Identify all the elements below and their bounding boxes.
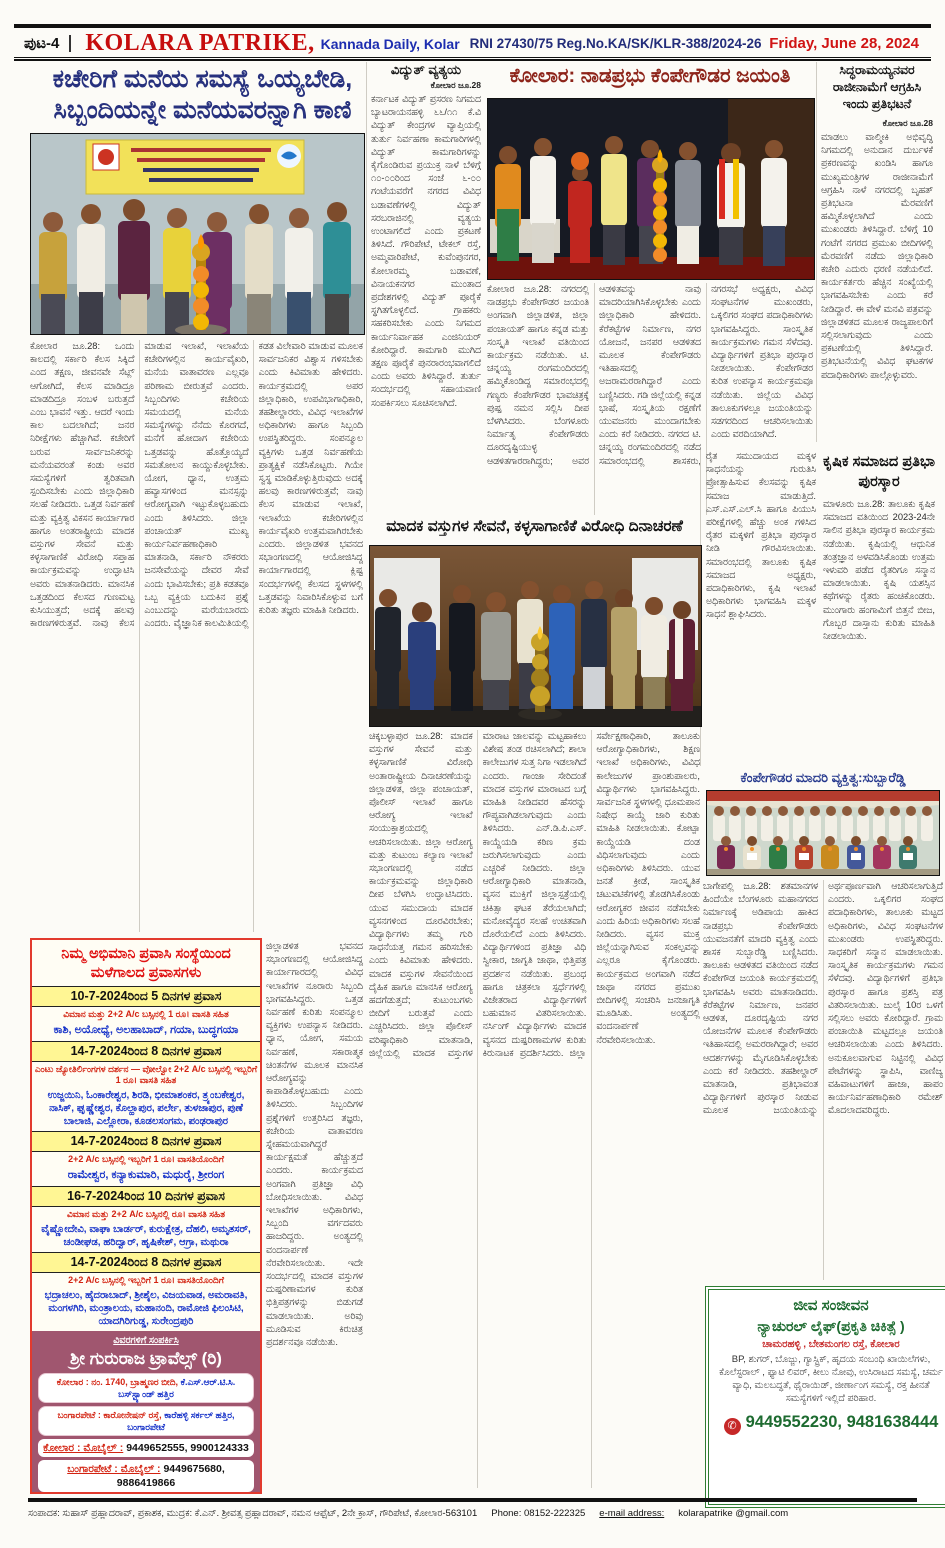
power-dateline: ಕೋಲಾರ ಜೂ.28	[430, 80, 481, 90]
masthead	[14, 30, 931, 58]
madaka-photo	[369, 545, 702, 727]
address-bangarpet-line1: ಬಂಗಾರಪೇಟೆ : ಕಾರೋನೇಷನ್ ರಸ್ತೆ,	[57, 1410, 162, 1420]
health-ad-title-line1: ಜೀವ ಸಂಜೀವನ	[793, 1297, 869, 1314]
health-ad-phone-numbers[interactable]: 9449552230, 9481638444	[745, 1413, 939, 1431]
phone-bangarpet-numbers[interactable]: 9449675680, 9886419866	[116, 1463, 225, 1489]
agency-phone-kolar[interactable]	[38, 1439, 254, 1457]
masthead-rule	[14, 59, 931, 61]
kempegowda-headline: ಕೋಲಾರ: ನಾಡಪ್ರಭು ಕೆಂಪೇಗೌಡರ ಜಯಂತಿ	[509, 65, 791, 87]
issue-date: Friday, June 28, 2024	[769, 35, 919, 52]
phone-bangarpet-label: ಬಂಗಾರಪೇಟೆ : ಮೊಬೈಲ್ :	[67, 1463, 161, 1475]
subbareddy-headline: ಕೆಂಪೇಗೌಡರ ಮಾದರಿ ವ್ಯಕ್ತಿತ್ವ:ಸುಬ್ಬಾರೆಡ್ಡಿ	[740, 770, 906, 785]
kempegowda-photo	[487, 98, 815, 280]
tour-4-places: ವೈಷ್ಣೋದೇವಿ, ವಾಘಾ ಬಾರ್ಡರ್, ಕುರುಕ್ಷೇತ್ರ, ದೆಹಲಿ, ಅಮೃತಸರ್, ಚಂಡೀಘಡ, ಹರಿದ್ವಾರ್, ಹೃಷಿಕೇಶ್, ಆಗ್ರಾ, ಮಥುರಾ	[41, 1224, 251, 1248]
tour-4-date: 16-7-2024ರಿಂದ 10 ದಿನಗಳ ಪ್ರವಾಸ	[32, 1186, 260, 1207]
imprint-text: ಸಂಪಾದಕ: ಸುಹಾಸ್ ಪ್ರಹ್ಲಾದರಾವ್, ಪ್ರಕಾಶಕ, ಮುದ್ರಕ: ಕೆ.ಎನ್. ಶ್ರೀವತ್ಸ ಪ್ರಹ್ಲಾದರಾವ್, ನಮನ ಆಫ್ಸೆಟ್, 2ನೇ ಕ್ರಾಸ್, ಗೌರಿಪೇಟೆ, ಕೋಲಾರ-563101	[28, 1508, 478, 1519]
power-heading: ವಿದ್ಯುತ್ ವ್ಯತ್ಯಯ	[390, 62, 462, 77]
footer-phone: Phone: 08152-222325	[491, 1508, 586, 1519]
tour-3-places: ರಾಮೇಶ್ವರ, ಕನ್ಯಾಕುಮಾರಿ, ಮಧುರೈ, ಶ್ರೀರಂಗ	[67, 1169, 225, 1181]
tour-2-places: ಉಜ್ಜಯಿನಿ, ಓಂಕಾರೇಶ್ವರ, ಶಿರಡಿ, ಭೀಮಾಶಂಕರ, ತ್ರ್ಯಂಬಕೇಶ್ವರ, ನಾಸಿಕ್, ಘೃಷ್ಣೇಶ್ವರ, ಕೊಲ್ಹಾಪುರ, ಪರ್ಲೇ, ತುಳಜಾಪುರ, ಪುಣೆ ಬಾಲಾಜಿ, ಎಲ್ಲೋರಾ, ಕೂಡಲಸಂಗಮ, ಪಂಢರಾಪುರ	[47, 1090, 245, 1127]
lamp-lighting-scene-1	[31, 134, 364, 334]
subbareddy-group-photo	[706, 790, 940, 876]
address-bangarpet-line2: ಕಾರೆಹಳ್ಳಿ ಸರ್ಕಲ್ ಹತ್ತಿರ, ಬಂಗಾರಪೇಟೆ	[127, 1410, 235, 1432]
health-ad[interactable]	[705, 1286, 945, 1508]
travel-ad[interactable]	[30, 938, 262, 1494]
tour-4-note: ವಿಮಾನ ಮತ್ತು 2+2 A/c ಬಸ್ಸಿನಲ್ಲಿ ರೂ। ವಾಸತಿ ಸಹಿತ	[67, 1209, 225, 1219]
tour-1-places: ಕಾಶಿ, ಅಯೋಧ್ಯೆ, ಅಲಹಾಬಾದ್, ಗಯಾ, ಬುದ್ಧಗಯಾ	[53, 1024, 239, 1036]
phone-kolar-numbers[interactable]: 9449652555, 9900124333	[126, 1442, 249, 1454]
agency-phone-bangarpet[interactable]	[38, 1460, 254, 1492]
kempegowda-article-body: ಕೋಲಾರ ಜೂ.28: ನಗರದಲ್ಲಿ ನಾಡಪ್ರಭು ಕೆಂಪೇಗೌಡರ ಜಯಂತಿ ಅಂಗವಾಗಿ ಜಿಲ್ಲಾಡಳಿತ, ಜಿಲ್ಲಾ ಪಂಚಾಯತ್ ಹಾಗೂ ಕನ್ನಡ ಮತ್ತು ಸಂಸ್ಕೃತಿ ಇಲಾಖೆ ವತಿಯಿಂದ ಕಾರ್ಯಕ್ರಮ ನಡೆಯಿತು. ಟಿ. ಚನ್ನಯ್ಯ ರಂಗಮಂದಿರದಲ್ಲಿ ಹಮ್ಮಿಕೊಂಡಿದ್ದ ಸಮಾರಂಭದಲ್ಲಿ ಗಣ್ಯರು ಕೆಂಪೇಗೌಡರ ಭಾವಚಿತ್ರಕ್ಕೆ ಪುಷ್ಪ ನಮನ ಸಲ್ಲಿಸಿ ದೀಪ ಬೆಳಗಿಸಿದರು. ಬೆಂಗಳೂರು ನಿರ್ಮಾತೃ ಕೆಂಪೇಗೌಡರು ದೂರದೃಷ್ಟಿಯುಳ್ಳ ಆಡಳಿತಗಾರರಾಗಿದ್ದರು; ಅವರ ಆಡಳಿತವನ್ನು ನಾವು ಮಾದರಿಯಾಗಿಸಿಕೊಳ್ಳಬೇಕು ಎಂದು ಜಿಲ್ಲಾಧಿಕಾರಿ ಹೇಳಿದರು. ಕೆರೆಕಟ್ಟೆಗಳ ನಿರ್ಮಾಣ, ನಗರ ಯೋಜನೆ, ಜನಪರ ಆಡಳಿತದ ಮೂಲಕ ಕೆಂಪೇಗೌಡರು ಇತಿಹಾಸದಲ್ಲಿ ಅಜರಾಮರರಾಗಿದ್ದಾರೆ ಎಂದು ಬಣ್ಣಿಸಿದರು. ಗಡಿ ಜಿಲ್ಲೆಯಲ್ಲಿ ಕನ್ನಡ ಭಾಷೆ, ಸಂಸ್ಕೃತಿಯ ರಕ್ಷಣೆಗೆ ಯುವಜನರು ಮುಂದಾಗಬೇಕು ಎಂದು ಕರೆ ನೀಡಿದರು. ನಗರದ ಟಿ. ಚನ್ನಯ್ಯ ರಂಗಮಂದಿರದಲ್ಲಿ ನಡೆದ ಸಮಾರಂಭದಲ್ಲಿ ಶಾಸಕರು, ನಗರಸಭೆ ಅಧ್ಯಕ್ಷರು, ವಿವಿಧ ಸಂಘಟನೆಗಳ ಮುಖಂಡರು, ಒಕ್ಕಲಿಗರ ಸಂಘದ ಪದಾಧಿಕಾರಿಗಳು ಭಾಗವಹಿಸಿದ್ದರು. ಸಾಂಸ್ಕೃತಿಕ ಕಾರ್ಯಕ್ರಮಗಳು ಗಮನ ಸೆಳೆದವು. ವಿದ್ಯಾರ್ಥಿಗಳಿಗೆ ಪ್ರತಿಭಾ ಪುರಸ್ಕಾರ ನೀಡಲಾಯಿತು. ಕೆಂಪೇಗೌಡರ ಕುರಿತ ಉಪನ್ಯಾಸ ಕಾರ್ಯಕ್ರಮವೂ ನಡೆಯಿತು. ಜಿಲ್ಲೆಯ ವಿವಿಧ ತಾಲೂಕುಗಳಲ್ಲೂ ಜಯಂತಿಯನ್ನು ಸಡಗರದಿಂದ ಆಚರಿಸಲಾಯಿತು ಎಂದು ವರದಿಯಾಗಿದೆ.	[487, 284, 813, 466]
power-article-body: ಕರ್ನಾಟಕ ವಿದ್ಯುತ್ ಪ್ರಸರಣ ನಿಗಮದ ಬ್ಯಾಟರಾಯನಹಳ್ಳಿ ೬೬/೧೧ ಕೆ.ವಿ ವಿದ್ಯುತ್ ಕೇಂದ್ರಗಳ ವ್ಯಾಪ್ತಿಯಲ್ಲಿ ತುರ್ತು ನಿರ್ವಹಣಾ ಕಾಮಗಾರಿಗಳಲ್ಲಿ ವಿದ್ಯುತ್ ಕಾಮಗಾರಿಗಳನ್ನು ಕೈಗೊಂಡಿರುವ ಪ್ರಯುಕ್ತ ನಾಳೆ ಬೆಳಿಗ್ಗೆ ೧೦-೦೦ರಿಂದ ಸಂಜೆ ೬-೦೦ ಗಂಟೆಯವರೆಗೆ ನಗರದ ವಿವಿಧ ಬಡಾವಣೆಗಳಲ್ಲಿ ವಿದ್ಯುತ್ ಸರಬರಾಜಿನಲ್ಲಿ ವ್ಯತ್ಯಯ ಉಂಟಾಗಲಿದೆ ಎಂದು ಪ್ರಕಟಣೆ ತಿಳಿಸಿದೆ. ಗೌರಿಪೇಟೆ, ಟೇಕಲ್ ರಸ್ತೆ, ಅಮ್ಮವಾರಿಪೇಟೆ, ಕುವೆಂಪುನಗರ, ಕೋಲಾರಮ್ಮ ಬಡಾವಣೆ, ವಿನಾಯಕನಗರ ಮುಂತಾದ ಪ್ರದೇಶಗಳಲ್ಲಿ ವಿದ್ಯುತ್ ಪೂರೈಕೆ ಸ್ಥಗಿತಗೊಳ್ಳಲಿದೆ. ಗ್ರಾಹಕರು ಸಹಕರಿಸಬೇಕು ಎಂದು ನಿಗಮದ ಕಾರ್ಯನಿರ್ವಾಹಕ ಎಂಜಿನಿಯರ್ ಕೋರಿದ್ದಾರೆ. ಕಾಮಗಾರಿ ಮುಗಿದ ತಕ್ಷಣ ಪೂರೈಕೆ ಪುನರಾರಂಭವಾಗಲಿದೆ ಎಂದು ಅವರು ತಿಳಿಸಿದ್ದಾರೆ. ತುರ್ತು ಸಂದರ್ಭದಲ್ಲಿ ಸಹಾಯವಾಣಿ ಸಂಪರ್ಕಿಸಲು ಸೂಚಿಸಲಾಗಿದೆ.	[371, 94, 481, 408]
tour-3-note: 2+2 A/c ಬಸ್ಸಿನಲ್ಲಿ ಇಬ್ಬರಿಗೆ 1 ರೂ। ವಾಸತಿಯೊಂದಿಗೆ	[68, 1154, 224, 1164]
column-rule	[816, 62, 817, 442]
subbareddy-article-body: ಬಾಗೇಪಲ್ಲಿ ಜೂ.28: ಶತಮಾನಗಳ ಹಿಂದೆಯೇ ಬೆಂಗಳೂರು ಮಹಾನಗರದ ನಿರ್ಮಾಣಕ್ಕೆ ಅಡಿಪಾಯ ಹಾಕಿದ ನಾಡಪ್ರಭು ಕೆಂಪೇಗೌಡರು ಯುವಜನತೆಗೆ ಮಾದರಿ ವ್ಯಕ್ತಿತ್ವ ಎಂದು ಶಾಸಕ ಸುಬ್ಬಾರೆಡ್ಡಿ ಬಣ್ಣಿಸಿದರು. ತಾಲೂಕು ಆಡಳಿತದ ವತಿಯಿಂದ ನಡೆದ ಕೆಂಪೇಗೌಡ ಜಯಂತಿ ಕಾರ್ಯಕ್ರಮದಲ್ಲಿ ಭಾಗವಹಿಸಿ ಅವರು ಮಾತನಾಡಿದರು. ಕೆರೆಕಟ್ಟೆಗಳ ನಿರ್ಮಾಣ, ಜನಪರ ಆಡಳಿತ, ದೂರದೃಷ್ಟಿಯ ನಗರ ಯೋಜನೆಗಳ ಮೂಲಕ ಕೆಂಪೇಗೌಡರು ಇತಿಹಾಸದಲ್ಲಿ ಅಮರರಾಗಿದ್ದಾರೆ; ಅವರ ಆದರ್ಶಗಳನ್ನು ಮೈಗೂಡಿಸಿಕೊಳ್ಳಬೇಕು ಎಂದು ಕರೆ ನೀಡಿದರು. ತಹಶೀಲ್ದಾರ್ ಮಾತನಾಡಿ, ಪ್ರತಿಭಾವಂತ ವಿದ್ಯಾರ್ಥಿಗಳಿಗೆ ಪುರಸ್ಕಾರ ನೀಡುವ ಮೂಲಕ ಜಯಂತಿಯನ್ನು ಅರ್ಥಪೂರ್ಣವಾಗಿ ಆಚರಿಸಲಾಗುತ್ತಿದೆ ಎಂದರು. ಒಕ್ಕಲಿಗರ ಸಂಘದ ಪದಾಧಿಕಾರಿಗಳು, ತಾಲೂಕು ಮಟ್ಟದ ಅಧಿಕಾರಿಗಳು, ವಿವಿಧ ಸಂಘಟನೆಗಳ ಮುಖಂಡರು ಉಪಸ್ಥಿತರಿದ್ದರು. ಸಾಧಕರಿಗೆ ಸನ್ಮಾನ ಮಾಡಲಾಯಿತು. ಸಾಂಸ್ಕೃತಿಕ ಕಾರ್ಯಕ್ರಮಗಳು ಗಮನ ಸೆಳೆದವು. ವಿದ್ಯಾರ್ಥಿಗಳಿಗೆ ಪ್ರತಿಭಾ ಪುರಸ್ಕಾರ ಹಾಗೂ ಪ್ರಶಸ್ತಿ ಪತ್ರ ವಿತರಿಸಲಾಯಿತು. ಜುಲೈ 10ರ ಒಳಗೆ ಸಲ್ಲಿಸಲು ಅವರು ಕೋರಿದ್ದಾರೆ. ಗ್ರಾಮ ಪಂಚಾಯಿತಿ ಮಟ್ಟದಲ್ಲೂ ಜಯಂತಿ ಆಚರಿಸಲಾಯಿತು ಎಂದು ತಿಳಿಸಿದರು. ಅನುಕೂಲವಾಗುವ ನಿಟ್ಟಿನಲ್ಲಿ ವಿವಿಧ ಪೇಟೆಗಳನ್ನು ಸ್ಥಾಪಿಸಿ, ವಾಣಿಜ್ಯ ವಹಿವಾಟುಗಳಿಗೆ ಹಾಜಾ, ಹಾಪಂ ಕಾರ್ಯನಿರ್ವಹಣಾಧಿಕಾರಿ ರಮೇಶ್ ಮೊದಲಾದವರಿದ್ದರು.	[703, 881, 943, 1116]
agency-address-kolar	[38, 1373, 254, 1403]
lead-article-continuation: ಜಿಲ್ಲಾಡಳಿತ ಭವನದ ಸಭಾಂಗಣದಲ್ಲಿ ಆಯೋಜಿಸಿದ್ದ ಕಾರ್ಯಾಗಾರದಲ್ಲಿ ವಿವಿಧ ಇಲಾಖೆಗಳ ನೂರಾರು ಸಿಬ್ಬಂದಿ ಭಾಗವಹಿಸಿದ್ದರು. ಒತ್ತಡ ನಿರ್ವಹಣೆ ಕುರಿತು ಸಂಪನ್ಮೂಲ ವ್ಯಕ್ತಿಗಳು ಉಪನ್ಯಾಸ ನೀಡಿದರು. ಧ್ಯಾನ, ಯೋಗ, ಸಮಯ ನಿರ್ವಹಣೆ, ಸಕಾರಾತ್ಮಕ ಚಿಂತನೆಗಳ ಮೂಲಕ ಮಾನಸಿಕ ಆರೋಗ್ಯವನ್ನು ಕಾಪಾಡಿಕೊಳ್ಳಬಹುದು ಎಂದು ತಿಳಿಸಿದರು. ಸಿಬ್ಬಂದಿಗಳ ಪ್ರಶ್ನೆಗಳಿಗೆ ಉತ್ತರಿಸಿದ ತಜ್ಞರು, ಕಚೇರಿಯ ವಾತಾವರಣ ಸ್ನೇಹಮಯವಾಗಿದ್ದರೆ ಕಾರ್ಯಕ್ಷಮತೆ ಹೆಚ್ಚುತ್ತದೆ ಎಂದರು. ಕಾರ್ಯಕ್ರಮದ ಅಂಗವಾಗಿ ಪ್ರತಿಜ್ಞಾ ವಿಧಿ ಬೋಧಿಸಲಾಯಿತು. ವಿವಿಧ ಇಲಾಖೆಗಳ ಅಧಿಕಾರಿಗಳು, ಸಿಬ್ಬಂದಿ ವರ್ಗದವರು ಹಾಜರಿದ್ದರು. ಅಂತ್ಯದಲ್ಲಿ ವಂದನಾರ್ಪಣೆ ನೆರವೇರಿಸಲಾಯಿತು. ಇದೇ ಸಂದರ್ಭದಲ್ಲಿ ಮಾದಕ ವಸ್ತುಗಳ ದುಷ್ಪರಿಣಾಮಗಳ ಕುರಿತ ಭಿತ್ತಿಪತ್ರಗಳನ್ನು ಬಿಡುಗಡೆ ಮಾಡಲಾಯಿತು. ಅರಿವು ಮೂಡಿಸುವ ಕಿರುಚಿತ್ರ ಪ್ರದರ್ಶನವೂ ನಡೆಯಿತು.	[266, 941, 363, 1348]
madaka-headline: ಮಾದಕ ವಸ್ತುಗಳ ಸೇವನೆ, ಕಳ್ಳಸಾಗಾಣಿಕೆ ವಿರೋಧಿ ದಿನಾಚರಣೆ	[386, 518, 683, 535]
tour-1-date: 10-7-2024ರಿಂದ 5 ದಿನಗಳ ಪ್ರವಾಸ	[32, 986, 260, 1007]
lead-photo	[30, 133, 365, 335]
protest-heading: ಸಿದ್ಧರಾಮಯ್ಯನವರ ರಾಜೀನಾಮೆಗೆ ಆಗ್ರಹಿಸಿ ಇಂದು ಪ್ರತಿಭಟನೆ	[832, 63, 922, 111]
travel-agency-name: ಶ್ರೀ ಗುರುರಾಜ ಟ್ರಾವೆಲ್ಸ್ (ರಿ)	[70, 1349, 222, 1368]
newspaper-title: KOLARA PATRIKE,	[85, 30, 315, 56]
madaka-article-body: ಚಿಕ್ಕಬಳ್ಳಾಪುರ ಜೂ.28: ಮಾದಕ ವಸ್ತುಗಳ ಸೇವನೆ ಮತ್ತು ಕಳ್ಳಸಾಗಾಣಿಕೆ ವಿರೋಧಿ ಅಂತಾರಾಷ್ಟ್ರೀಯ ದಿನಾಚರಣೆಯನ್ನು ಜಿಲ್ಲಾಡಳಿತ, ಜಿಲ್ಲಾ ಪಂಚಾಯತ್, ಪೊಲೀಸ್ ಇಲಾಖೆ ಹಾಗೂ ಆರೋಗ್ಯ ಇಲಾಖೆ ಸಂಯುಕ್ತಾಶ್ರಯದಲ್ಲಿ ಆಚರಿಸಲಾಯಿತು. ಜಿಲ್ಲಾ ಆರೋಗ್ಯ ಮತ್ತು ಕುಟುಂಬ ಕಲ್ಯಾಣ ಇಲಾಖೆ ಸಭಾಂಗಣದಲ್ಲಿ ನಡೆದ ಕಾರ್ಯಕ್ರಮವನ್ನು ಜಿಲ್ಲಾಧಿಕಾರಿ ದೀಪ ಬೆಳಗಿಸಿ ಉದ್ಘಾಟಿಸಿದರು. ಯುವ ಸಮುದಾಯ ಮಾದಕ ವ್ಯಸನಗಳಿಂದ ದೂರವಿರಬೇಕು; ವಿದ್ಯಾರ್ಥಿಗಳು ತಮ್ಮ ಗುರಿ ಸಾಧನೆಯತ್ತ ಗಮನ ಹರಿಸಬೇಕು ಎಂದು ಕಿವಿಮಾತು ಹೇಳಿದರು. ಮಾದಕ ವಸ್ತುಗಳ ಸೇವನೆಯಿಂದ ದೈಹಿಕ ಹಾಗೂ ಮಾನಸಿಕ ಆರೋಗ್ಯ ಹದಗೆಡುತ್ತದೆ; ಕುಟುಂಬಗಳು ಬೀದಿಗೆ ಬರುತ್ತವೆ ಎಂದು ಎಚ್ಚರಿಸಿದರು. ಜಿಲ್ಲಾ ಪೊಲೀಸ್ ವರಿಷ್ಠಾಧಿಕಾರಿ ಮಾತನಾಡಿ, ಜಿಲ್ಲೆಯಲ್ಲಿ ಮಾದಕ ವಸ್ತುಗಳ ಮಾರಾಟ ಜಾಲವನ್ನು ಮಟ್ಟಹಾಕಲು ವಿಶೇಷ ತಂಡ ರಚಿಸಲಾಗಿದೆ; ಶಾಲಾ ಕಾಲೇಜುಗಳ ಸುತ್ತ ನಿಗಾ ಇಡಲಾಗಿದೆ ಎಂದರು. ಗಾಂಜಾ ಸೇರಿದಂತೆ ಮಾದಕ ವಸ್ತುಗಳ ಮಾರಾಟದ ಬಗ್ಗೆ ಮಾಹಿತಿ ನೀಡಿದವರ ಹೆಸರನ್ನು ಗೌಪ್ಯವಾಗಿಡಲಾಗುವುದು ಎಂದು ತಿಳಿಸಿದರು. ಎನ್.ಡಿ.ಪಿ.ಎಸ್. ಕಾಯ್ದೆಯಡಿ ಕಠಿಣ ಕ್ರಮ ಜರುಗಿಸಲಾಗುವುದು ಎಂದು ಎಚ್ಚರಿಕೆ ನೀಡಿದರು. ಜಿಲ್ಲಾ ಆರೋಗ್ಯಾಧಿಕಾರಿ ಮಾತನಾಡಿ, ವ್ಯಸನ ಮುಕ್ತಿಗೆ ಜಿಲ್ಲಾಸ್ಪತ್ರೆಯಲ್ಲಿ ಚಿಕಿತ್ಸಾ ಘಟಕ ತೆರೆಯಲಾಗಿದೆ; ಮನೋವೈದ್ಯರ ಸಲಹೆ ಉಚಿತವಾಗಿ ದೊರೆಯಲಿದೆ ಎಂದು ತಿಳಿಸಿದರು. ವಿದ್ಯಾರ್ಥಿಗಳಿಂದ ಪ್ರತಿಜ್ಞಾ ವಿಧಿ ಸ್ವೀಕಾರ, ಜಾಗೃತಿ ಜಾಥಾ, ಭಿತ್ತಿಪತ್ರ ಪ್ರದರ್ಶನ ನಡೆಯಿತು. ಪ್ರಬಂಧ ಹಾಗೂ ಚಿತ್ರಕಲಾ ಸ್ಪರ್ಧೆಗಳಲ್ಲಿ ವಿಜೇತರಾದ ವಿದ್ಯಾರ್ಥಿಗಳಿಗೆ ಬಹುಮಾನ ವಿತರಿಸಲಾಯಿತು. ನರ್ಸಿಂಗ್ ವಿದ್ಯಾರ್ಥಿಗಳು ಮಾದಕ ವ್ಯಸನದ ದುಷ್ಪರಿಣಾಮಗಳ ಕುರಿತು ಕಿರುನಾಟಕ ಪ್ರದರ್ಶಿಸಿದರು. ಜಿಲ್ಲಾ ಸರ್ವೇಕ್ಷಣಾಧಿಕಾರಿ, ತಾಲೂಕು ಆರೋಗ್ಯಾಧಿಕಾರಿಗಳು, ಶಿಕ್ಷಣ ಇಲಾಖೆ ಅಧಿಕಾರಿಗಳು, ವಿವಿಧ ಕಾಲೇಜುಗಳ ಪ್ರಾಂಶುಪಾಲರು, ವಿದ್ಯಾರ್ಥಿಗಳು ಭಾಗವಹಿಸಿದ್ದರು. ಸಾರ್ವಜನಿಕ ಸ್ಥಳಗಳಲ್ಲಿ ಧೂಮಪಾನ ನಿಷೇಧ ಕಾಯ್ದೆ ಜಾರಿ ಕುರಿತು ಮಾಹಿತಿ ನೀಡಲಾಯಿತು. ಕೋಟ್ಪಾ ಕಾಯ್ದೆಯಡಿ ದಂಡ ವಿಧಿಸಲಾಗುವುದು ಎಂದು ಅಧಿಕಾರಿಗಳು ತಿಳಿಸಿದರು. ಯುವ ಜನತೆ ಕ್ರೀಡೆ, ಸಾಂಸ್ಕೃತಿಕ ಚಟುವಟಿಕೆಗಳಲ್ಲಿ ತೊಡಗಿಸಿಕೊಂಡು ಆರೋಗ್ಯಕರ ಜೀವನ ನಡೆಸಬೇಕು ಎಂದು ಹಿರಿಯ ಅಧಿಕಾರಿಗಳು ಸಲಹೆ ನೀಡಿದರು. ವ್ಯಸನ ಮುಕ್ತ ಜಿಲ್ಲೆಯನ್ನಾಗಿಸುವ ಸಂಕಲ್ಪವನ್ನು ಎಲ್ಲರೂ ಕೈಗೊಂಡರು. ಕಾರ್ಯಕ್ರಮದ ಅಂಗವಾಗಿ ನಡೆದ ಜಾಥಾ ನಗರದ ಪ್ರಮುಖ ಬೀದಿಗಳಲ್ಲಿ ಸಂಚರಿಸಿ ಜನಜಾಗೃತಿ ಮೂಡಿಸಿತು. ಅಂತ್ಯದಲ್ಲಿ ವಂದನಾರ್ಪಣೆ ನೆರವೇರಿಸಲಾಯಿತು.	[369, 731, 700, 1058]
tour-5-places: ಭದ್ರಾಚಲಂ, ಹೈದರಾಬಾದ್, ಶ್ರೀಶೈಲ, ವಿಜಯವಾಡ, ಅಮರಾವತಿ, ಮಂಗಳಗಿರಿ, ಮಂತ್ರಾಲಯ, ಮಹಾನಂದಿ, ರಾಮೋಜಿ ಫಿಲಂಸಿಟಿ, ಯಾದಗಿರಿಗುಡ್ಡ, ಸುರೇಂದ್ರಪುರಿ	[44, 1290, 248, 1327]
tour-3-date: 14-7-2024ರಿಂದ 8 ದಿನಗಳ ಪ್ರವಾಸ	[32, 1131, 260, 1152]
krishik-left-column: ರೈತ ಸಮುದಾಯದ ಮಕ್ಕಳ ಸಾಧನೆಯನ್ನು ಗುರುತಿಸಿ ಪ್ರೋತ್ಸಾಹಿಸುವ ಕೆಲಸವನ್ನು ಕೃಷಿಕ ಸಮಾಜ ಮಾಡುತ್ತಿದೆ. ಎಸ್.ಎಸ್.ಎಲ್.ಸಿ ಹಾಗೂ ಪಿಯುಸಿ ಪರೀಕ್ಷೆಗಳಲ್ಲಿ ಹೆಚ್ಚು ಅಂಕ ಗಳಿಸಿದ ರೈತರ ಮಕ್ಕಳಿಗೆ ಪ್ರತಿಭಾ ಪುರಸ್ಕಾರ ನೀಡಿ ಗೌರವಿಸಲಾಯಿತು. ಸಮಾರಂಭದಲ್ಲಿ ತಾಲೂಕು ಕೃಷಿಕ ಸಮಾಜದ ಅಧ್ಯಕ್ಷರು, ಪದಾಧಿಕಾರಿಗಳು, ಕೃಷಿ ಇಲಾಖೆ ಅಧಿಕಾರಿಗಳು ಭಾಗವಹಿಸಿ ಮಕ್ಕಳ ಸಾಧನೆ ಶ್ಲಾಘಿಸಿದರು.	[706, 451, 816, 620]
tour-2-date: 14-7-2024ರಿಂದ 8 ದಿನಗಳ ಪ್ರವಾಸ	[32, 1041, 260, 1062]
travel-ad-contact	[32, 1331, 260, 1494]
agency-address-bangarpet	[38, 1406, 254, 1436]
krishik-right-column: ಮಾಳೂರು ಜೂ.28: ತಾಲೂಕು ಕೃಷಿಕ ಸಮಾಜದ ವತಿಯಿಂದ 2023-24ನೇ ಸಾಲಿನ ಪ್ರತಿಭಾ ಪುರಸ್ಕಾರ ಕಾರ್ಯಕ್ರಮ ನಡೆಯಿತು. ಕೃಷಿಯಲ್ಲಿ ಆಧುನಿಕ ತಂತ್ರಜ್ಞಾನ ಅಳವಡಿಸಿಕೊಂಡು ಉತ್ತಮ ಇಳುವರಿ ಪಡೆದ ರೈತರಿಗೂ ಸನ್ಮಾನ ಮಾಡಲಾಯಿತು. ಕೃಷಿ ಯಶಸ್ಸಿನ ಕಥೆಗಳನ್ನು ರೈತರು ಹಂಚಿಕೊಂಡರು. ಮುಂಗಾರು ಹಂಗಾಮಿಗೆ ಬಿತ್ತನೆ ಬೀಜ, ಗೊಬ್ಬರ ದಾಸ್ತಾನು ಕುರಿತು ಮಾಹಿತಿ ನೀಡಲಾಯಿತು.	[823, 499, 935, 642]
newspaper-subtitle: Kannada Daily, Kolar	[320, 35, 460, 52]
travel-ad-title: ನಿಮ್ಮ ಅಭಿಮಾನಿ ಪ್ರವಾಸಿ ಸಂಸ್ಥೆಯಿಂದ ಮಳೆಗಾಲದ ಪ್ರವಾಸಗಳು	[61, 946, 231, 981]
krishik-heading: ಕೃಷಿಕ ಸಮಾಜದ ಪ್ರತಿಭಾ ಪುರಸ್ಕಾರ	[823, 454, 935, 490]
address-kolar-line1: ಕೋಲಾರ : ನಂ. 1740, ಬ್ರಾಹ್ಮಣರ ಬೀದಿ,	[56, 1377, 179, 1387]
lead-article-body: ಕೋಲಾರ ಜೂ.28: ಒಂದು ಕಾಲದಲ್ಲಿ ಸರ್ಕಾರಿ ಕೆಲಸ ಸಿಕ್ಕಿದೆ ಎಂದ ತಕ್ಷಣ, ಜೀವನವೇ ಸೆಟ್ಲ್ ಆಗೋಗಿದೆ, ಕೆಲಸ ಮಾಡಿದ್ರೂ ಮಾಡದಿದ್ರೂ ಸಂಬಳ ಬರುತ್ತದೆ ಎಂಬ ಭಾವನೆ ಇತ್ತು. ಆದರೆ ಇಂದು ಕಾಲ ಬದಲಾಗಿದೆ; ಜನರ ನಿರೀಕ್ಷೆಗಳು ಹೆಚ್ಚಾಗಿವೆ. ಕಚೇರಿಗೆ ಬರುವ ಸಾರ್ವಜನಿಕರನ್ನು ಮನೆಯವರಂತೆ ಕಂಡು ಅವರ ಸಮಸ್ಯೆಗಳಿಗೆ ತ್ವರಿತವಾಗಿ ಸ್ಪಂದಿಸಬೇಕು ಎಂದು ಜಿಲ್ಲಾಧಿಕಾರಿ ಸಲಹೆ ನೀಡಿದರು. ಒತ್ತಡ ನಿರ್ವಹಣೆ ಮತ್ತು ವ್ಯಕ್ತಿತ್ವ ವಿಕಸನ ಕಾರ್ಯಾಗಾರ ಹಾಗೂ ಅಂತರಾಷ್ಟ್ರೀಯ ಮಾದಕ ವಸ್ತುಗಳ ಸೇವನೆ ಮತ್ತು ಕಳ್ಳಸಾಗಾಣಿಕೆ ವಿರೋಧಿ ಸಪ್ತಾಹ ಕಾರ್ಯಕ್ರಮವನ್ನು ಉದ್ಘಾಟಿಸಿ ಅವರು ಮಾತನಾಡಿದರು. ಮಾನಸಿಕ ಒತ್ತಡದಿಂದ ಕೆಲಸದ ಗುಣಮಟ್ಟ ಕುಸಿಯುತ್ತದೆ; ಅದಕ್ಕೆ ಹಲವು ಕಾರಣಗಳಿರುತ್ತವೆ. ನಾವು ಕೆಲಸ ಮಾಡುವ ಇಲಾಖೆ, ಇಲಾಖೆಯ ಕಚೇರಿಗಳಲ್ಲಿನ ಕಾರ್ಯವೈಖರಿ, ಮನೆಯ ವಾತಾವರಣ ಎಲ್ಲವೂ ಪರಿಣಾಮ ಬೀರುತ್ತವೆ ಎಂದರು. ಸಿಬ್ಬಂದಿಗಳು ಕಚೇರಿಯ ಸಮಯದಲ್ಲಿ ಮನೆಯ ಸಮಸ್ಯೆಗಳನ್ನು ನೆನೆದು ಕೊರಗದೆ, ಮನೆಗೆ ಹೋದಾಗ ಕಚೇರಿಯ ಒತ್ತಡವನ್ನು ಹೊತ್ತೊಯ್ಯದೆ ಸಮತೋಲನ ಕಾಯ್ದುಕೊಳ್ಳಬೇಕು. ಯೋಗ, ಧ್ಯಾನ, ಉತ್ತಮ ಹವ್ಯಾಸಗಳಿಂದ ಮನಸ್ಸನ್ನು ಆರೋಗ್ಯವಾಗಿ ಇಟ್ಟುಕೊಳ್ಳಬಹುದು ಎಂದು ತಿಳಿಸಿದರು. ಜಿಲ್ಲಾ ಪಂಚಾಯತ್ ಮುಖ್ಯ ಕಾರ್ಯನಿರ್ವಹಣಾಧಿಕಾರಿ ಮಾತನಾಡಿ, ಸರ್ಕಾರಿ ನೌಕರರು ಜನಸೇವೆಯನ್ನು ದೇವರ ಸೇವೆ ಎಂದು ಭಾವಿಸಬೇಕು; ಪ್ರತಿ ಕಡತವೂ ಒಬ್ಬ ವ್ಯಕ್ತಿಯ ಬದುಕಿನ ಪ್ರಶ್ನೆ ಎಂಬುದನ್ನು ಮರೆಯಬಾರದು ಎಂದರು. ವೈಜ್ಞಾನಿಕ ಕಾಲಮಿತಿಯಲ್ಲಿ ಕಡತ ವಿಲೇವಾರಿ ಮಾಡುವ ಮೂಲಕ ಸಾರ್ವಜನಿಕರ ವಿಶ್ವಾಸ ಗಳಿಸಬೇಕು ಎಂದು ಕಿವಿಮಾತು ಹೇಳಿದರು. ಕಾರ್ಯಕ್ರಮದಲ್ಲಿ ಅಪರ ಜಿಲ್ಲಾಧಿಕಾರಿ, ಉಪವಿಭಾಗಾಧಿಕಾರಿ, ತಹಶೀಲ್ದಾರರು, ವಿವಿಧ ಇಲಾಖೆಗಳ ಅಧಿಕಾರಿಗಳು ಹಾಗೂ ಸಿಬ್ಬಂದಿ ಉಪಸ್ಥಿತರಿದ್ದರು. ಸಂಪನ್ಮೂಲ ವ್ಯಕ್ತಿಗಳು ಒತ್ತಡ ನಿರ್ವಹಣೆಯ ಪ್ರಾತ್ಯಕ್ಷಿಕೆ ನಡೆಸಿಕೊಟ್ಟರು. ಗಿಯೇ ಸ್ವಸ್ಥ ಮಾಡಿಕೊಳ್ಳುತ್ತಿರುವುದು ಅದಕ್ಕೆ ಹಲವು ಕಾರಣಗಳಿರುತ್ತವೆ; ನಾವು ಕೆಲಸ ಮಾಡುವ ಇಲಾಖೆ, ಇಲಾಖೆಯ ಕಚೇರಿಗಳಲ್ಲಿನ ಕಾರ್ಯವೈಖರಿ ಉತ್ತಮವಾಗಿರಬೇಕು ಎಂದರು. ಜಿಲ್ಲಾಡಳಿತ ಭವನದ ಸಭಾಂಗಣದಲ್ಲಿ ಆಯೋಜಿಸಿದ್ದ ಕಾರ್ಯಾಗಾರದಲ್ಲಿ ಕ್ಲಿಷ್ಟ ಸಂದರ್ಭಗಳಲ್ಲಿ ಕೆಲಸದ ಸ್ಥಳಗಳಲ್ಲಿ ಒತ್ತಡವನ್ನು ನಿವಾರಿಸಿಕೊಳ್ಳುವ ಬಗೆ ಕುರಿತು ತಜ್ಞರು ಮಾಹಿತಿ ನೀಡಿದರು.	[30, 341, 363, 629]
protest-dateline: ಕೋಲಾರ ಜೂ.28	[882, 118, 933, 128]
footer-email-label: e-mail address:	[599, 1508, 665, 1519]
footer-email[interactable]: kolarapatrike @gmail.com	[678, 1508, 789, 1519]
page-number: ಪುಟ-4	[14, 35, 71, 52]
health-ad-title-line2: ನ್ಯಾಚುರಲ್ ಲೈಫ್(ಪ್ರಕೃತಿ ಚಿಕಿತ್ಸೆ )	[757, 1318, 905, 1334]
health-ad-phone[interactable]	[714, 1413, 945, 1435]
stage-lamp-scene	[488, 99, 814, 279]
tour-2-note: ಎಂಟು ಜ್ಯೋತಿರ್ಲಿಂಗಗಳ ದರ್ಶನ — ವೋಲ್ವೋ 2+2 A/c ಬಸ್ಸಿನಲ್ಲಿ ಇಬ್ಬರಿಗೆ 1 ರೂ। ವಾಸತಿ ಸಹಿತ	[34, 1064, 258, 1085]
bottom-rule	[28, 1498, 917, 1502]
tour-1-note: ವಿಮಾನ ಮತ್ತು 2+2 A/c ಬಸ್ಸಿನಲ್ಲಿ 1 ರೂ। ವಾಸತಿ ಸಹಿತ	[63, 1009, 229, 1019]
tour-5-date: 14-7-2024ರಿಂದ 8 ದಿನಗಳ ಪ್ರವಾಸ	[32, 1252, 260, 1273]
health-ad-location: ಚಾಮರಹಳ್ಳಿ , ಬೇತಮಂಗಲ ರಸ್ತೆ, ಕೋಲಾರ	[762, 1339, 900, 1350]
health-ad-body: BP, ಶುಗರ್, ಬೊಜ್ಜು, ಗ್ಯಾಸ್ಟ್ರಿಕ್, ಹೃದಯ ಸಂಬಂಧಿ ಖಾಯಿಲೆಗಳು, ಕೊಲೆಸ್ಟರಾಲ್ , ಫ್ಯಾಟಿ ಲಿವರ್, ಕೀಲು ನೋವು, ಉಸಿರಾಟದ ಸಮಸ್ಯೆ, ಚರ್ಮ ವ್ಯಾಧಿ, ಮಲಬದ್ಧತೆ, ಥೈರಾಯಿಡ್, ಜೀರ್ಣಾಂಗ ಸಮಸ್ಯೆ, ರಕ್ತ ಹೀನತೆ ಸಮಸ್ಯೆಗಳಿಗೆ ಇಲ್ಲಿದೆ ಪರಿಹಾರ.	[719, 1354, 943, 1404]
footer-imprint-row	[28, 1508, 928, 1519]
protest-article-body: ಮಾಡಲು ವಾಲ್ಮೀಕಿ ಅಭಿವೃದ್ಧಿ ನಿಗಮದಲ್ಲಿ ಅನುದಾನ ದುರ್ಬಳಕೆ ಪ್ರಕರಣವನ್ನು ಖಂಡಿಸಿ ಹಾಗೂ ಮುಖ್ಯಮಂತ್ರಿಗಳ ರಾಜೀನಾಮೆಗೆ ಆಗ್ರಹಿಸಿ ನಾಳೆ ನಗರದಲ್ಲಿ ಬೃಹತ್ ಪ್ರತಿಭಟನಾ ಮೆರವಣಿಗೆ ಹಮ್ಮಿಕೊಳ್ಳಲಾಗಿದೆ ಎಂದು ಮುಖಂಡರು ತಿಳಿಸಿದ್ದಾರೆ. ಬೆಳಿಗ್ಗೆ 10 ಗಂಟೆಗೆ ನಗರದ ಪ್ರಮುಖ ಬೀದಿಗಳಲ್ಲಿ ಮೆರವಣಿಗೆ ನಡೆದು ಜಿಲ್ಲಾಧಿಕಾರಿ ಕಚೇರಿ ಎದುರು ಧರಣಿ ನಡೆಯಲಿದೆ. ಕಾರ್ಯಕರ್ತರು ಹೆಚ್ಚಿನ ಸಂಖ್ಯೆಯಲ್ಲಿ ಭಾಗವಹಿಸಬೇಕು ಎಂದು ಕರೆ ನೀಡಿದ್ದಾರೆ. ಈ ವೇಳೆ ಮನವಿ ಪತ್ರವನ್ನು ಜಿಲ್ಲಾಡಳಿತದ ಮೂಲಕ ರಾಜ್ಯಪಾಲರಿಗೆ ಸಲ್ಲಿಸಲಾಗುವುದು ಎಂದು ಪ್ರಕಟಣೆಯಲ್ಲಿ ತಿಳಿಸಿದ್ದಾರೆ. ಪ್ರತಿಭಟನೆಯಲ್ಲಿ ವಿವಿಧ ಘಟಕಗಳ ಪದಾಧಿಕಾರಿಗಳು ಪಾಲ್ಗೊಳ್ಳುವರು.	[821, 132, 933, 380]
column-rule	[366, 62, 367, 512]
top-rule	[14, 24, 931, 28]
contact-label: ವಿವರಗಳಿಗೆ ಸಂಪರ್ಕಿಸಿ	[113, 1335, 179, 1346]
address-kolar-line2: ಕೆ.ಎಸ್.ಆರ್.ಟಿ.ಸಿ. ಬಸ್‌ಸ್ಟ್ಯಾಂಡ್ ಹತ್ತಿರ	[118, 1377, 236, 1399]
phone-icon: ✆	[724, 1418, 741, 1435]
tour-5-note: 2+2 A/c ಬಸ್ಸಿನಲ್ಲಿ ಇಬ್ಬರಿಗೆ 1 ರೂ। ವಾಸತಿಯೊಂದಿಗೆ	[68, 1275, 224, 1285]
registration-number: RNI 27430/75 Reg.No.KA/SK/KLR-388/2024-26	[469, 36, 762, 51]
group-photo-scene	[707, 791, 939, 875]
lead-headline: ಕಚೇರಿಗೆ ಮನೆಯ ಸಮಸ್ಯೆ ಒಯ್ಯಬೇಡಿ, ಸಿಬ್ಬಂದಿಯನ್ನೇ ಮನೆಯವರನ್ನಾಗಿ ಕಾಣಿ	[52, 65, 353, 124]
indoor-lamp-scene	[370, 546, 701, 726]
phone-kolar-label: ಕೋಲಾರ : ಮೊಬೈಲ್ :	[43, 1442, 124, 1454]
